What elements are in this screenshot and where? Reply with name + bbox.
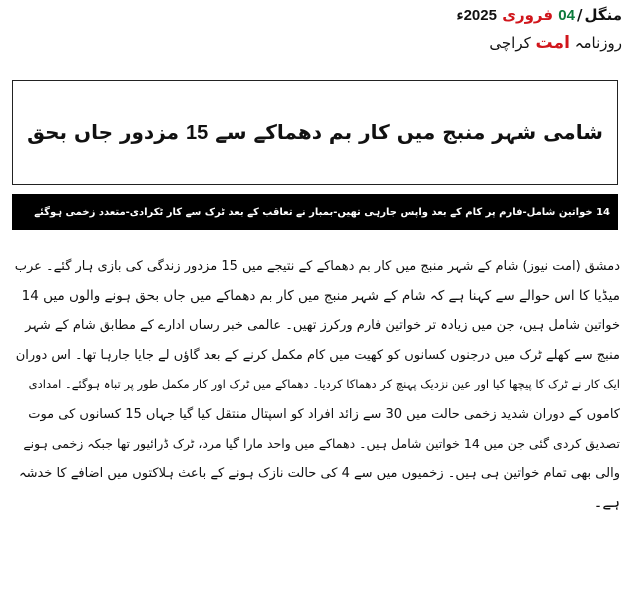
body-line: تصدیق کردی گئی جن میں 14 خواتین شامل ہیں۔ دھماکے میں واحد مارا گیا مرد، ٹرک ڈرائیور تھا جبکہ زخمی ہونے	[23, 436, 620, 451]
body-line: میڈیا کا اس حوالے سے کہنا ہے کہ شام کے شہر منبج میں کار بم دھماکے میں جاں بحق ہونے والوں میں 14	[21, 287, 620, 304]
headline-box	[12, 80, 618, 185]
headline-text-end: مزدور جاں بحق	[27, 120, 180, 144]
body-line: والی بھی تمام خواتین ہی ہیں۔ زخمیوں میں سے 4 کی حالت نازک ہونے کے باعث ہلاکتوں میں اضافے کا خدشہ	[18, 465, 620, 481]
body-line: دمشق (امت نیوز) شام کے شہر منبج میں کار بم دھماکے کے نتیجے میں 15 مزدور زندگی کی بازی ہار گئے۔ عرب	[14, 259, 620, 274]
subheadline-bar: 14 خواتین شامل-فارم پر کام کے بعد واپس جارہی تھیں-بمبار نے تعاقب کے بعد ٹرک سے کار ٹکرادی-متعدد زخمی ہوگئے	[12, 194, 618, 230]
paper-brand: امت	[535, 33, 570, 53]
date-day: 04	[558, 7, 575, 24]
article-body	[10, 252, 620, 518]
date-month: فروری	[502, 6, 554, 24]
paper-prefix: روزنامہ	[574, 34, 622, 52]
body-line: کاموں کے دوران شدید زخمی حالت میں 30 سے زائد افراد کو اسپتال منتقل کیا گیا جہاں 15 کسانوں کی موت	[28, 406, 620, 422]
date-separator: /	[576, 6, 583, 24]
body-line: خواتین شامل ہیں، جن میں زیادہ تر خواتین فارم ورکرز تھیں۔ عالمی خبر رساں ادارے کے مطابق شام کے شہر	[25, 318, 620, 333]
body-line: ایک کار نے ٹرک کا پیچھا کیا اور عین نزدیک پہنچ کر دھماکا کردیا۔ دھماکے میں ٹرک اور کار مکمل طور پر تباہ ہوگئے۔ امدادی	[28, 377, 620, 391]
paper-city: کراچی	[489, 34, 531, 52]
newspaper-credit	[489, 32, 622, 54]
body-line: منبج سے کھلے ٹرک میں درجنوں کسانوں کو کھیت میں کام مکمل کرنے کے بعد گاؤں لے جایا جارہا تھا۔ اس دوران	[15, 347, 620, 363]
dateline	[457, 4, 622, 27]
headline-text-start: شامی شہر منبج میں کار بم دھماکے سے	[215, 120, 603, 144]
body-line: ہے۔	[593, 493, 620, 511]
headline-number: 15	[185, 122, 209, 144]
day-name: منگل	[584, 6, 622, 24]
headline	[27, 106, 603, 159]
date-year: 2025ء	[456, 7, 497, 24]
